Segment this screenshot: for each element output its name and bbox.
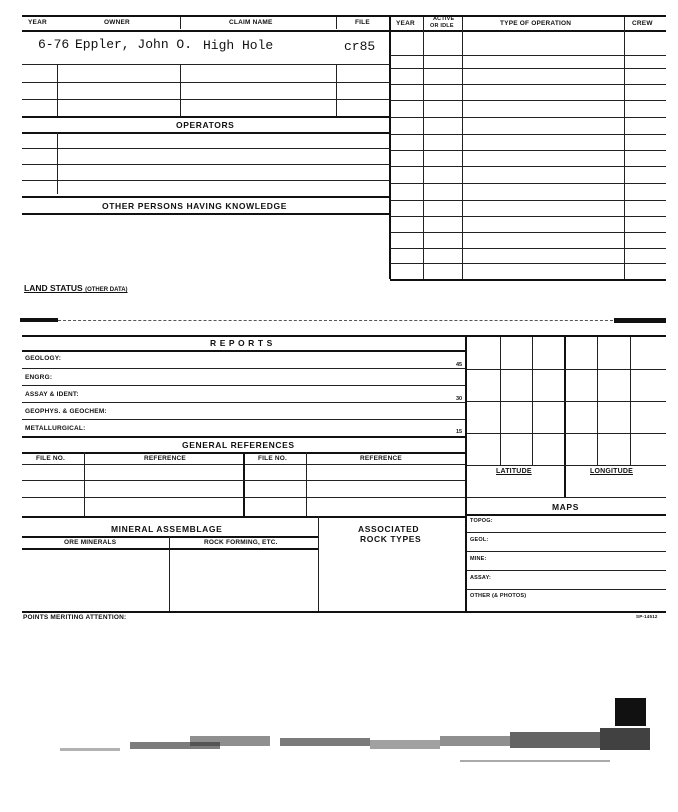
operators-rule [22, 132, 390, 134]
right-row-line [390, 55, 666, 56]
references-bottom [22, 516, 465, 518]
rock-types-heading: ROCK TYPES [360, 534, 422, 544]
maps-row [467, 570, 666, 571]
right-row-line [390, 248, 666, 249]
grid-row [467, 369, 666, 370]
reports-heading: R E P O R T S [210, 338, 273, 348]
right-row-line [390, 183, 666, 184]
references-reference-1: REFERENCE [144, 455, 186, 462]
maps-assay: ASSAY: [470, 575, 492, 581]
row-sep [57, 64, 58, 116]
form-number: SP-14512 [636, 614, 658, 619]
right-row-line [390, 200, 666, 201]
land-status-label: LAND STATUS [24, 283, 83, 293]
associated-heading: ASSOCIATED [358, 524, 420, 534]
reports-top-rule [22, 335, 666, 337]
grid-line [564, 337, 566, 497]
header-crew: CREW [632, 20, 653, 27]
operators-row [22, 164, 390, 165]
row-sep [336, 64, 337, 116]
header-year-2: YEAR [396, 20, 415, 27]
latitude-label: LATITUDE [496, 468, 532, 475]
general-references-heading: GENERAL REFERENCES [182, 440, 295, 450]
maps-row [467, 551, 666, 552]
header-or-idle: OR IDLE [430, 23, 454, 29]
reports-num-15: 15 [456, 429, 463, 435]
references-row [22, 497, 465, 498]
land-status-heading [24, 283, 128, 293]
other-persons-rule [22, 213, 390, 215]
header-underline [22, 30, 666, 32]
right-row-line [390, 117, 666, 118]
reports-engrg: ENGRG: [25, 374, 53, 381]
reports-assay: ASSAY & IDENT: [25, 391, 79, 398]
header-type-of-operation: TYPE OF OPERATION [500, 20, 572, 27]
mineral-divider [318, 516, 319, 611]
right-row-line [390, 216, 666, 217]
grid-row [467, 433, 666, 434]
maps-geol: GEOL: [470, 537, 489, 543]
entry-claim-name: High Hole [203, 38, 274, 53]
ore-minerals-label: ORE MINERALS [64, 539, 117, 546]
operators-row [22, 180, 390, 181]
row-line [22, 82, 390, 83]
points-meriting-attention: POINTS MERITING ATTENTION: [23, 614, 127, 621]
row-line [22, 116, 390, 118]
operators-row [22, 148, 390, 149]
land-status-sub: (OTHER DATA) [85, 287, 128, 293]
reports-row [22, 385, 465, 386]
maps-mine: MINE: [470, 556, 487, 562]
mineral-assemblage-heading: MINERAL ASSEMBLAGE [111, 524, 223, 534]
land-status-dashed [58, 320, 618, 321]
operators-sep [57, 132, 58, 194]
maps-heading: MAPS [552, 502, 579, 512]
scan-block [615, 698, 646, 726]
maps-topog: TOPOG: [470, 518, 493, 524]
right-row-line [390, 263, 666, 264]
form-bottom [22, 611, 666, 613]
row-line [22, 99, 390, 100]
reports-num-30: 30 [456, 396, 463, 402]
reports-num-45: 45 [456, 362, 463, 368]
mineral-rule [22, 536, 318, 538]
hdr-sep [423, 17, 424, 279]
right-row-line [390, 100, 666, 101]
entry-file: cr85 [344, 39, 376, 54]
top-rule [22, 15, 666, 17]
references-row [22, 480, 465, 481]
grid-row [467, 401, 666, 402]
hdr-sep [336, 17, 337, 29]
right-row-line [390, 84, 666, 85]
right-row-line [390, 150, 666, 151]
right-row-line [390, 68, 666, 69]
header-file: FILE [355, 19, 370, 26]
mineral-sub-rule [22, 548, 318, 550]
latlong-bottom [467, 497, 666, 498]
references-sep [306, 452, 307, 516]
right-row-line [390, 166, 666, 167]
scan-artifact-svg [40, 722, 660, 767]
reports-rule [22, 350, 465, 352]
header-year: YEAR [28, 19, 47, 26]
reports-row [22, 419, 465, 420]
hdr-sep [180, 17, 181, 29]
reports-metallurgical: METALLURGICAL: [25, 425, 86, 432]
right-row-line [390, 232, 666, 233]
references-file-no-2: FILE NO. [258, 455, 288, 462]
entry-owner: Eppler, John O. [75, 37, 193, 52]
maps-row [467, 589, 666, 590]
mineral-sep [169, 536, 170, 611]
header-owner: OWNER [104, 19, 130, 26]
rock-forming-label: ROCK FORMING, ETC. [204, 539, 278, 546]
references-reference-2: REFERENCE [360, 455, 402, 462]
references-file-no-1: FILE NO. [36, 455, 66, 462]
reports-row [22, 368, 465, 369]
scan-smudge [614, 318, 666, 323]
maps-row [467, 532, 666, 533]
row-sep [180, 64, 181, 116]
operators-heading: OPERATORS [176, 120, 235, 130]
operators-bottom [22, 196, 390, 198]
reports-geophys: GEOPHYS. & GEOCHEM: [25, 408, 107, 415]
longitude-label: LONGITUDE [590, 468, 634, 475]
entry-year: 6-76 [38, 37, 70, 52]
scan-artifact-bottom [40, 722, 660, 767]
references-sep [84, 452, 85, 516]
hdr-sep [624, 17, 625, 279]
reports-bottom [22, 436, 465, 438]
other-persons-heading: OTHER PERSONS HAVING KNOWLEDGE [102, 201, 288, 211]
reports-row [22, 402, 465, 403]
maps-other: OTHER (& PHOTOS) [470, 593, 527, 599]
right-row-line [390, 134, 666, 135]
header-claim-name: CLAIM NAME [229, 19, 273, 26]
row-line [22, 64, 390, 65]
header-active: ACTIVE [433, 16, 455, 22]
maps-rule [467, 514, 666, 516]
hdr-sep [462, 17, 463, 279]
scan-smudge [20, 318, 58, 322]
grid-row [467, 465, 666, 466]
right-bottom-line [390, 279, 666, 281]
references-sep [243, 452, 245, 516]
reports-geology: GEOLOGY: [25, 355, 62, 362]
